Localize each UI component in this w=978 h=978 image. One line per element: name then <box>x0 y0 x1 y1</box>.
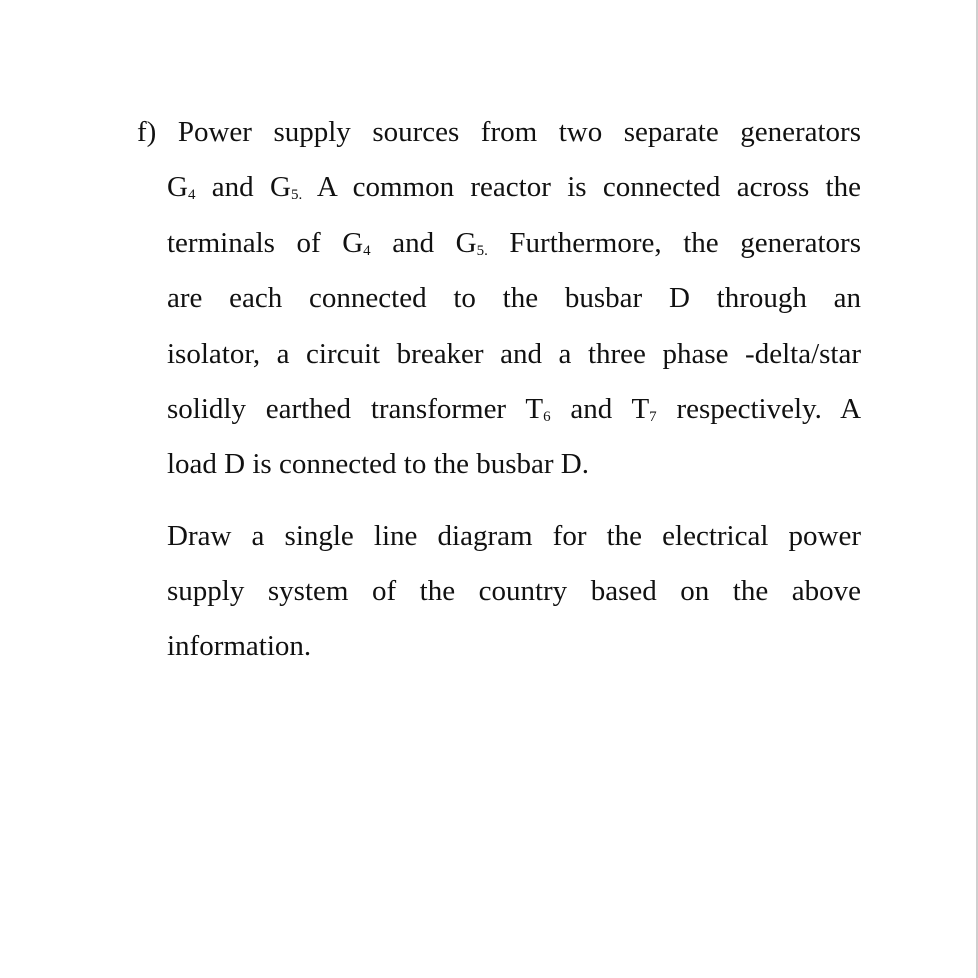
paragraph1-line6: solidly earthed transformer $T_6$ and $T_7$ respectively. A <box>167 393 862 425</box>
paragraph2-line2: supply system of the country based on the above <box>167 575 861 607</box>
paragraph2-line3: information. <box>167 630 312 662</box>
paragraph1-line2: $G_4$ and $G_{5.}$ A common reactor is connected across the <box>167 171 861 203</box>
paragraph1-line5: isolator, a circuit breaker and a three phase -delta/star <box>167 338 861 370</box>
paragraph1-line1: f) Power supply sources from two separate generators <box>137 116 861 148</box>
paragraph1-line3: terminals of $G_4$ and $G_{5.}$ Furthermore, the generators <box>167 227 861 259</box>
paragraph1-line7: load D is connected to the busbar D. <box>167 448 590 480</box>
paragraph1-line4: are each connected to the busbar D through an <box>167 282 861 314</box>
paragraph2-line1: Draw a single line diagram for the electrical power <box>167 520 861 552</box>
